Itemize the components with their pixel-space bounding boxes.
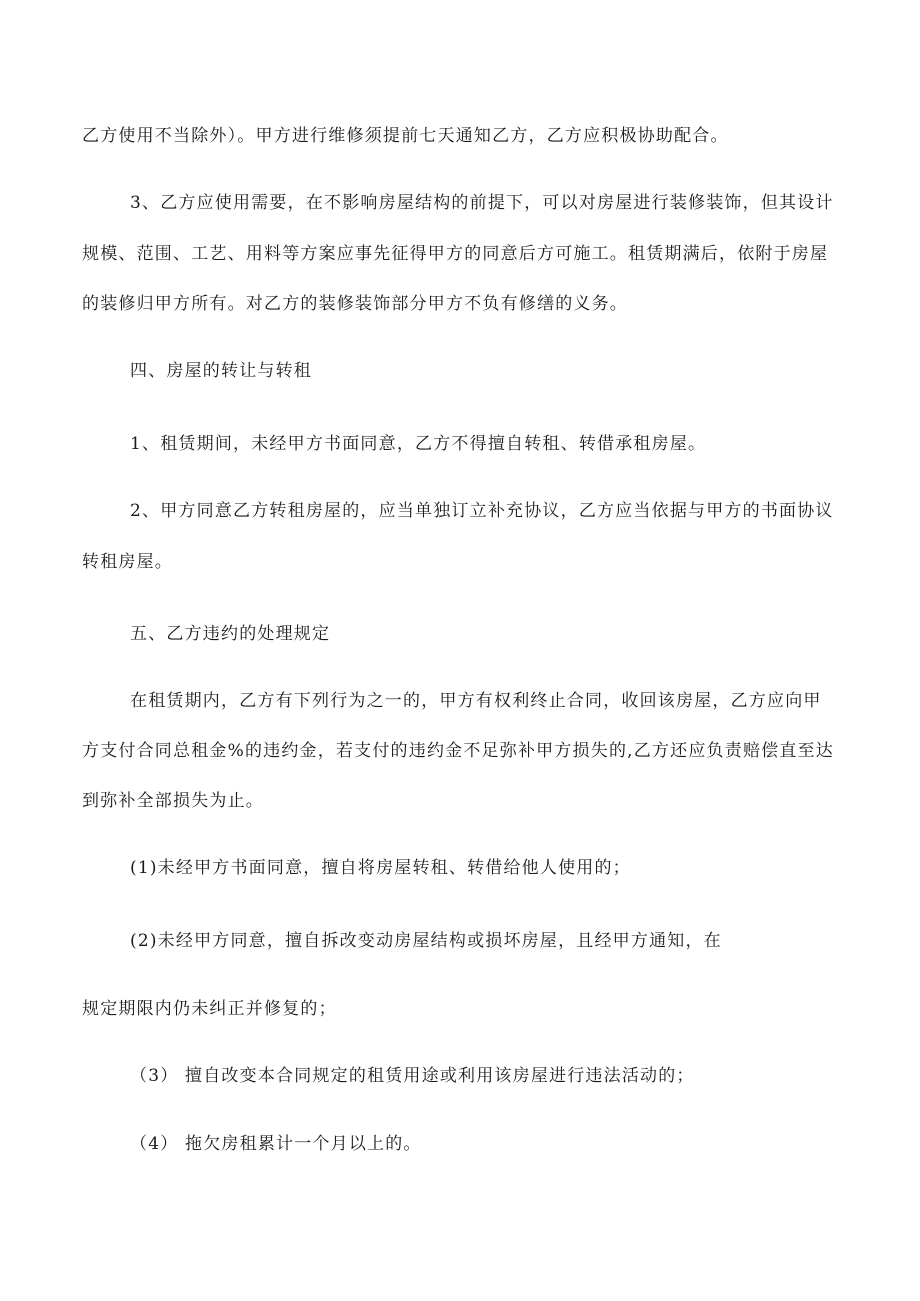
- paragraph-line: 2、甲方同意乙方转租房屋的，应当单独订立补充协议，乙方应当依据与甲方的书面协议: [130, 501, 834, 521]
- paragraph-line: 到弥补全部损失为止。: [82, 791, 264, 811]
- list-item: （4） 拖欠房租累计一个月以上的。: [130, 1134, 422, 1154]
- paragraph-line: 1、租赁期间，未经甲方书面同意，乙方不得擅自转租、转借承租房屋。: [130, 434, 707, 454]
- list-item: （3） 擅自改变本合同规定的租赁用途或利用该房屋进行违法活动的；: [130, 1066, 695, 1086]
- paragraph-line: 转租房屋。: [82, 552, 173, 572]
- section-heading: 四、房屋的转让与转租: [130, 361, 312, 381]
- paragraph-line: 方支付合同总租金%的违约金，若支付的违约金不足弥补甲方损失的,乙方还应负责赔偿直至达: [82, 741, 834, 761]
- list-item: (1)未经甲方书面同意，擅自将房屋转租、转借给他人使用的；: [130, 858, 631, 878]
- paragraph-line: 在租赁期内，乙方有下列行为之一的，甲方有权利终止合同，收回该房屋，乙方应向甲: [130, 691, 822, 711]
- paragraph-line: 规定期限内仍未纠正并修复的；: [82, 999, 337, 1019]
- list-item: (2)未经甲方同意，擅自拆改变动房屋结构或损坏房屋，且经甲方通知，在: [130, 931, 722, 951]
- paragraph-line: 3、乙方应使用需要，在不影响房屋结构的前提下，可以对房屋进行装修装饰，但其设计: [130, 193, 834, 213]
- paragraph-line: 乙方使用不当除外）。甲方进行维修须提前七天通知乙方，乙方应积极协助配合。: [82, 126, 729, 146]
- section-heading: 五、乙方违约的处理规定: [130, 624, 331, 644]
- paragraph-line: 规模、范围、工艺、用料等方案应事先征得甲方的同意后方可施工。租赁期满后，依附于房屋: [82, 244, 829, 264]
- paragraph-line: 的装修归甲方所有。对乙方的装修装饰部分甲方不负有修缮的义务。: [82, 294, 628, 314]
